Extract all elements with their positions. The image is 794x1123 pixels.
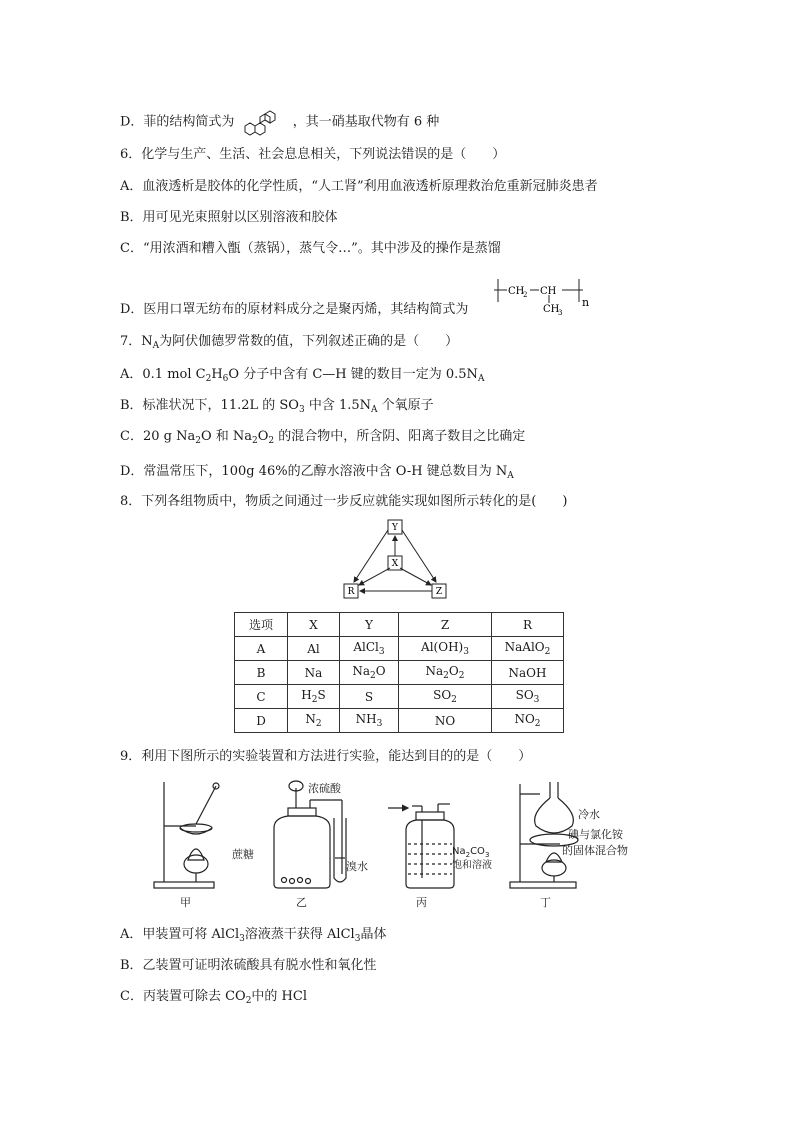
cell-sub: 3 (533, 695, 540, 705)
label-yi: 乙 (296, 896, 307, 909)
q9a-s1: 3 (239, 934, 245, 944)
cell-sub: 3 (376, 719, 383, 729)
q7b-s3: A (371, 405, 378, 415)
q5d-suffix: ，其一硝基取代物有 6 种 (292, 114, 440, 130)
cell-sub: 2 (315, 719, 322, 729)
cell-x (288, 661, 340, 685)
q9-option-b: B．乙装置可证明浓硫酸具有脱水性和氧化性 (120, 958, 377, 973)
q7c-t0: C．20 g Na (120, 429, 196, 444)
cell-x (288, 685, 340, 709)
q7a-s5: A (477, 374, 485, 384)
cell-text: SO (433, 688, 452, 702)
cell-sub: 2 (544, 647, 551, 657)
q7c-t4: O (257, 429, 269, 444)
cell-text: Na (425, 664, 444, 678)
label-jia: 甲 (180, 896, 191, 909)
cell-x (288, 709, 340, 733)
cell-text: S (364, 689, 374, 704)
cell-text: O (448, 664, 459, 678)
q9-option-c (120, 988, 307, 1010)
node-x-label: X (391, 559, 399, 569)
cell-text: SO (515, 688, 534, 702)
cell-r (492, 661, 564, 685)
header-cell: 选项 (235, 613, 288, 637)
cell-y (340, 637, 399, 661)
polymer-ch: CH (540, 286, 557, 297)
polymer-ch2-sub: 2 (523, 291, 528, 299)
table-row (235, 685, 564, 709)
label-saturated: 饱和溶液 (452, 860, 492, 871)
cell-y (340, 685, 399, 709)
cell-sub: 2 (534, 719, 541, 729)
q7d-s1: A (507, 471, 514, 481)
options-table (234, 612, 564, 733)
q7-stem-sub: A (152, 341, 160, 351)
cell-text: N (305, 712, 316, 726)
cell-text: NH (355, 712, 377, 726)
q9c-t0: C．丙装置可除去 CO (120, 989, 246, 1004)
polymer-ch3-sub: 3 (558, 309, 563, 317)
lab-apparatus-figure (150, 778, 670, 913)
label-conc-acid: 浓硫酸 (308, 782, 341, 795)
q7a-t0: A．0.1 mol C (120, 367, 206, 382)
cell-opt: A (235, 637, 288, 661)
q7b-t0: B．标准状况下，11.2L 的 SO (120, 398, 299, 413)
q7a-t2: H (211, 367, 223, 382)
q9a-t4: 晶体 (360, 927, 387, 942)
q7b-t4: 个氧原子 (377, 398, 434, 413)
cell-text: NaOH (508, 665, 547, 680)
q7b-t2: 中含 1.5N (304, 398, 372, 413)
q6-option-a: A．血液透析是胶体的化学性质，“人工肾”利用血液透析原理救治危重新冠肺炎患者 (120, 179, 598, 194)
q7b-s1: 3 (298, 405, 305, 415)
q9a-s3: 3 (354, 934, 361, 944)
q8-stem: 8．下列各组物质中，物质之间通过一步反应就能实现如图所示转化的是( ) (120, 494, 568, 509)
q9c-t2: 中的 HCl (251, 989, 307, 1004)
node-y-label: Y (392, 523, 398, 533)
q6-stem: 6．化学与生产、生活、社会息息相关，下列说法错误的是（ ） (120, 147, 506, 162)
q7-stem (120, 333, 458, 355)
q7c-t2: O 和 Na (200, 429, 252, 444)
table-row (235, 661, 564, 685)
cell-opt: B (235, 661, 288, 685)
label-bing: 丙 (416, 896, 427, 909)
cell-x (288, 637, 340, 661)
q7a-s3: 6 (222, 374, 229, 384)
label-ding: 丁 (540, 896, 551, 909)
polymer-ch3: CH (543, 304, 560, 315)
cell-sub: 3 (463, 647, 469, 657)
q6-option-c: C．“用浓酒和糟入甑（蒸锅），蒸气令…”。其中涉及的操作是蒸馏 (120, 241, 501, 256)
q7-stem-pre: 7．N (120, 334, 153, 349)
cell-y (340, 661, 399, 685)
q9a-t0: A．甲装置可将 AlCl (120, 927, 240, 942)
label-bromine-water: 溴水 (346, 860, 368, 873)
cell-text: NO (514, 712, 535, 726)
label-cold-water: 冷水 (578, 808, 600, 821)
q7-option-b (120, 397, 434, 419)
label-sucrose: 蔗糖 (232, 848, 254, 861)
q9-option-a (120, 926, 386, 948)
cell-r (492, 637, 564, 661)
q7d-t0: D．常温常压下，100g 46%的乙醇水溶液中含 O-H 键总数目为 N (120, 464, 508, 479)
q7-stem-post: 为阿伏伽德罗常数的值，下列叙述正确的是（ ） (159, 334, 459, 349)
polypropylene-structure-icon (494, 274, 594, 318)
q7c-s3: 2 (252, 436, 258, 446)
q7-option-a (120, 366, 484, 388)
q9c-s1: 2 (245, 996, 252, 1006)
cell-r (492, 685, 564, 709)
q6-option-b: B．用可见光束照射以区别溶液和胶体 (120, 210, 338, 225)
q7-option-c (120, 428, 525, 450)
q7c-s5: 2 (268, 436, 275, 446)
node-r-label: R (347, 587, 355, 597)
label-na2co3: $Na_2CO_3$ (452, 846, 490, 859)
cell-z (399, 685, 492, 709)
header-cell: R (492, 613, 564, 637)
header-cell: Z (399, 613, 492, 637)
cell-text: AlCl (353, 640, 379, 654)
cell-sub: 2 (370, 671, 376, 681)
cell-text: Al(OH) (421, 640, 464, 654)
cell-text: H (301, 688, 312, 702)
cell-opt: D (235, 709, 288, 733)
phenanthrene-structure-icon (239, 108, 289, 136)
q7a-t4: O 分子中含有 C—H 键的数目一定为 0.5N (228, 367, 478, 382)
cell-text: NaAlO (504, 640, 545, 654)
label-mixture-1: 碘与氯化铵 (568, 828, 623, 841)
cell-sub: 2 (451, 695, 457, 705)
q9a-t2: 溶液蒸干获得 AlCl (244, 927, 355, 942)
q9-stem: 9．利用下图所示的实验装置和方法进行实验，能达到目的的是（ ） (120, 749, 532, 764)
cell-opt: C (235, 685, 288, 709)
cell-text: O (375, 664, 386, 678)
table-row (235, 637, 564, 661)
polymer-ch2: CH (508, 286, 525, 297)
cell-z (399, 637, 492, 661)
q5d-prefix: D．菲的结构简式为 (120, 114, 235, 130)
cell-sub: 2 (443, 671, 449, 681)
table-header-row (235, 613, 564, 637)
cell-y (340, 709, 399, 733)
q5-option-d (120, 108, 439, 136)
q7a-s1: 2 (205, 374, 212, 384)
header-cell: X (288, 613, 340, 637)
label-mixture-2: 的固体混合物 (562, 844, 628, 857)
q6-option-d: D．医用口罩无纺布的原材料成分之是聚丙烯，其结构简式为 (120, 302, 469, 317)
cell-text: Na (304, 665, 323, 680)
cell-r (492, 709, 564, 733)
q7c-s1: 2 (195, 436, 201, 446)
cell-sub: 2 (311, 695, 318, 705)
header-cell: Y (340, 613, 399, 637)
conversion-diagram (340, 518, 460, 608)
q7-option-d (120, 463, 514, 485)
cell-text: NO (434, 713, 456, 728)
cell-z (399, 661, 492, 685)
cell-text: S (317, 688, 326, 702)
cell-text: Al (307, 641, 320, 656)
cell-sub: 3 (378, 647, 385, 657)
table-row (235, 709, 564, 733)
cell-z (399, 709, 492, 733)
cell-text: Na (352, 664, 371, 678)
node-z-label: Z (435, 587, 443, 597)
polymer-n: n (582, 296, 590, 309)
q7c-t6: 的混合物中，所含阴、阳离子数目之比确定 (274, 429, 526, 444)
cell-sub: 2 (458, 671, 465, 681)
